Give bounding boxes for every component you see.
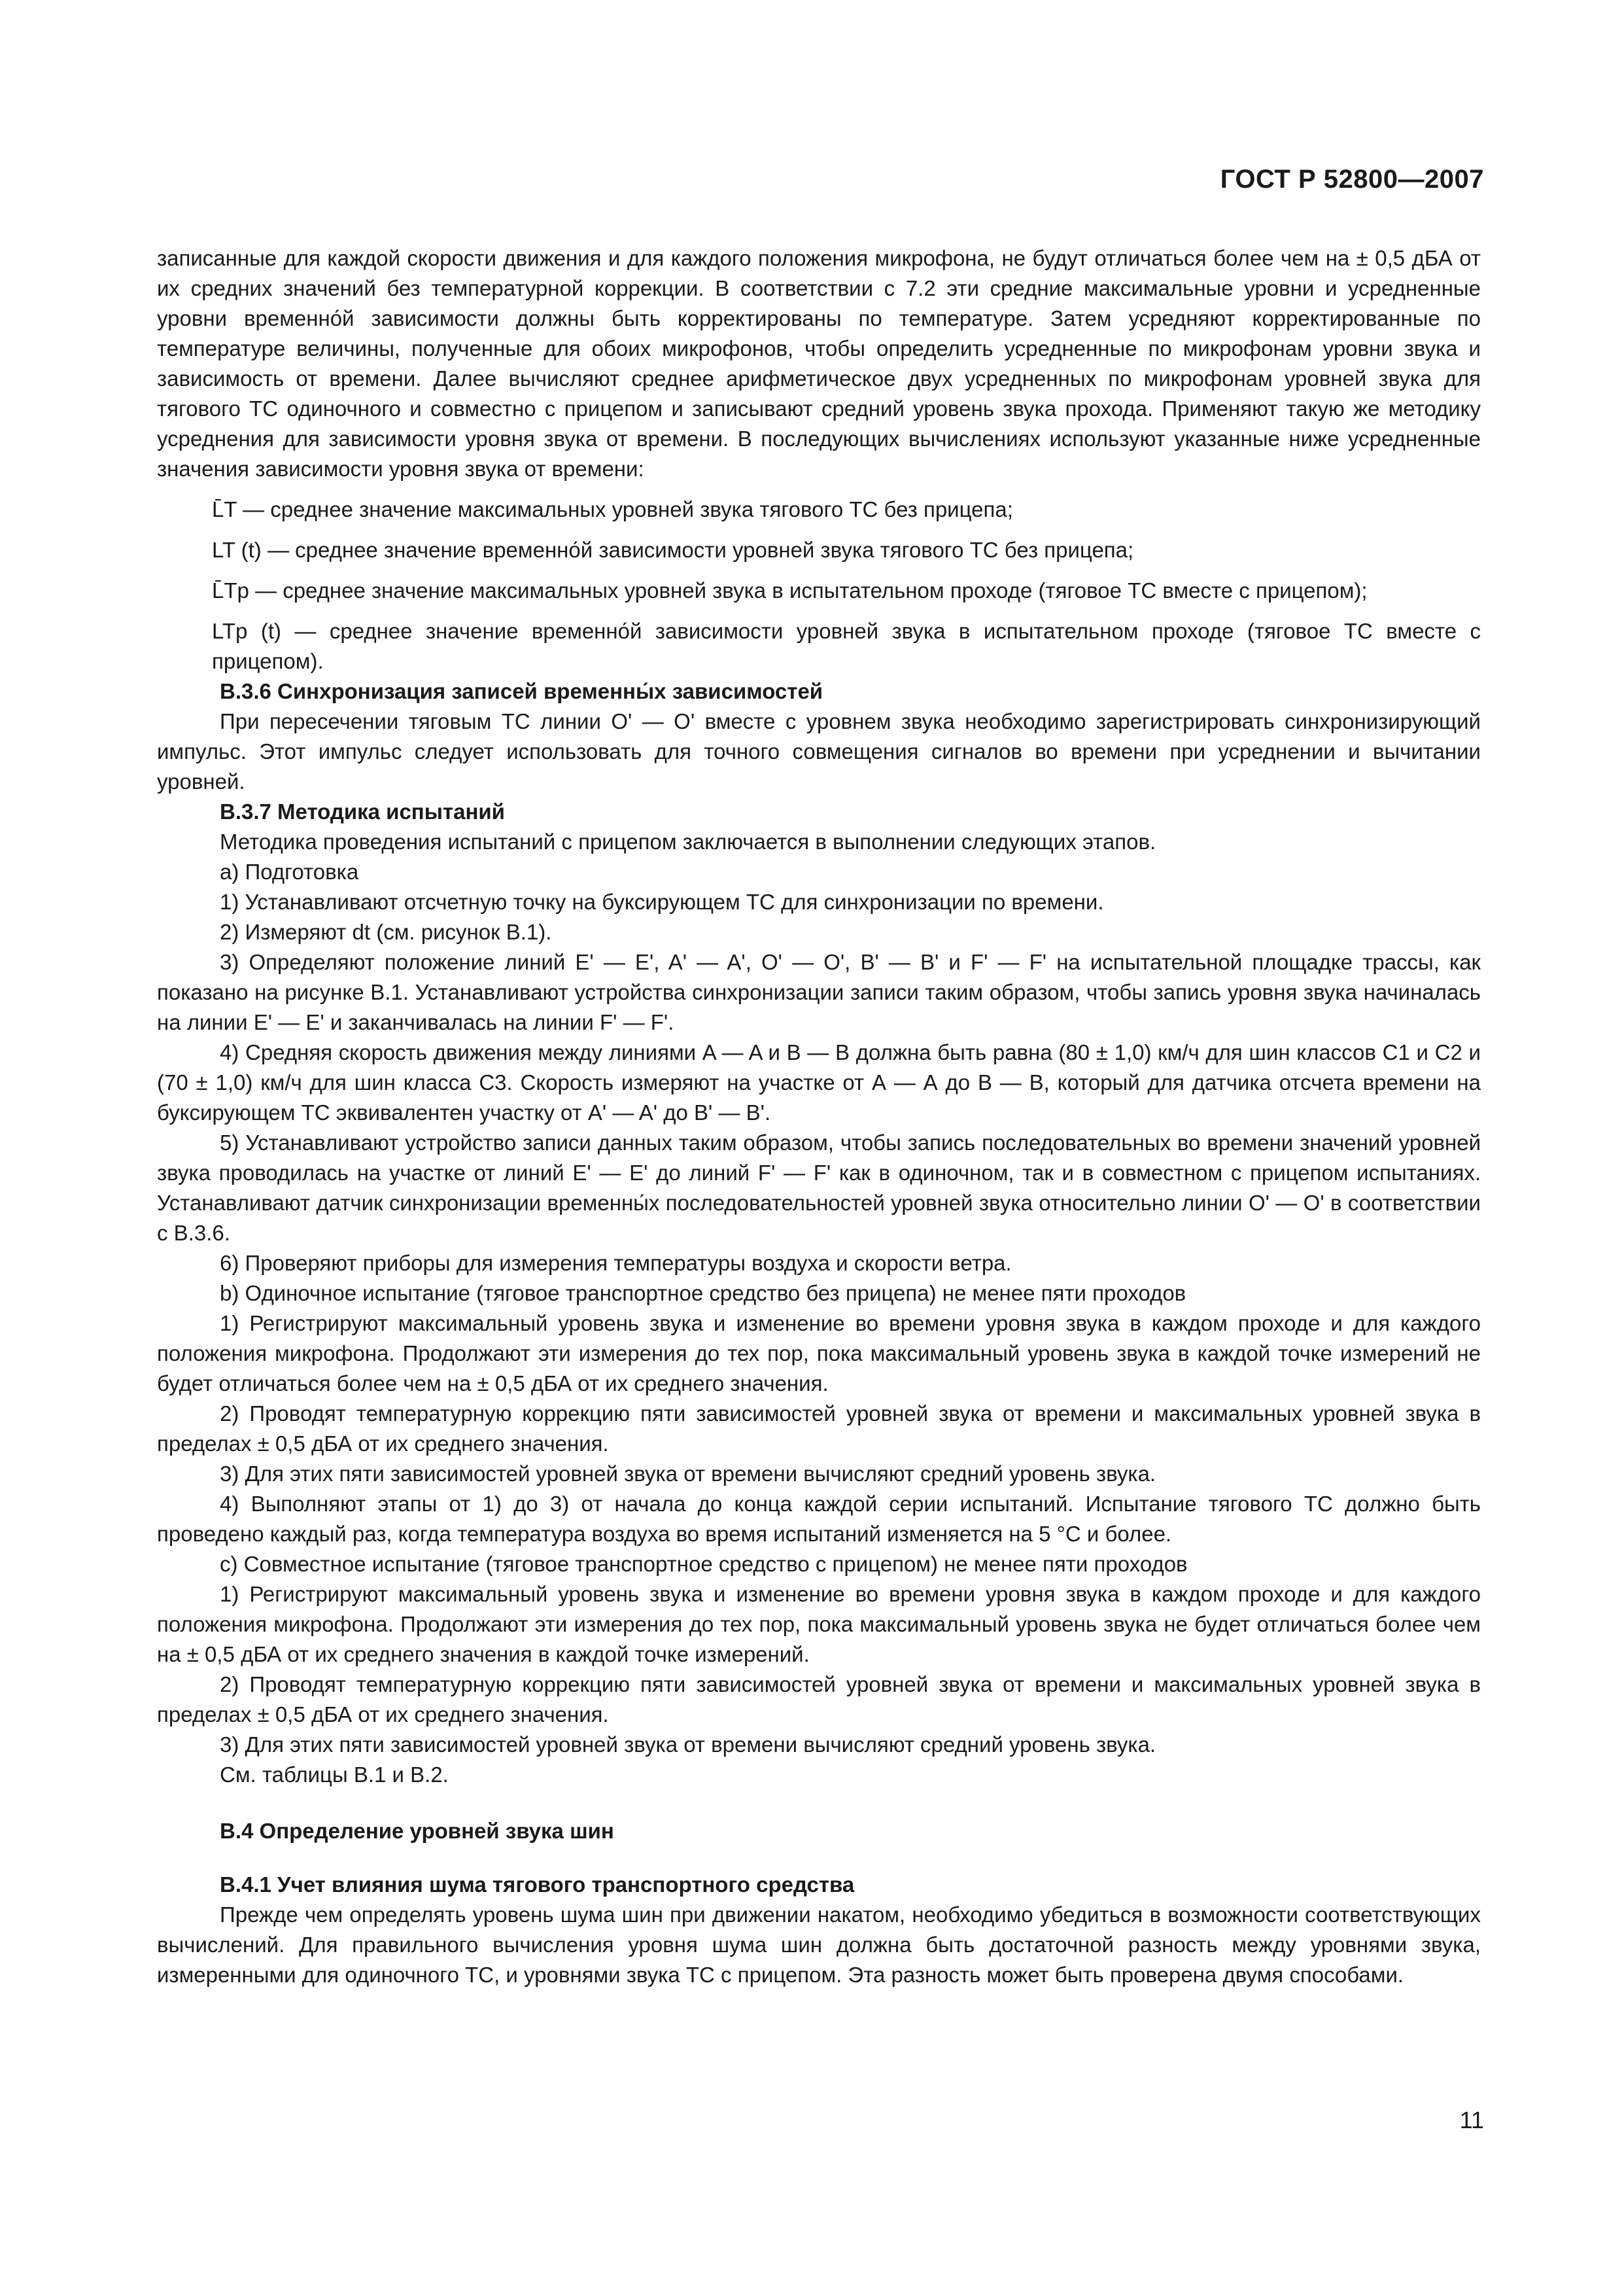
list-item-a1: 1) Устанавливают отсчетную точку на буксирующем ТС для синхронизации по времени. xyxy=(220,890,1104,914)
list-item-c2: 2) Проводят температурную коррекцию пяти зависимостей уровней звука от времени и максимальных уровней звука в пределах ± 0,5 дБА от их среднего значения. xyxy=(157,1672,1481,1726)
list-item-a5: 5) Устанавливают устройство записи данных таким образом, чтобы запись последовательных во времени значений уровней звука проводилась на участке от линий E' — E' до линий F' — F' как в одиночном, так и в совместном с прицепом испытаниях. Устанавливают датчик синхронизации временны́х последовательностей уровней звука относительно линии O' — O' в соответствии с В.3.6. xyxy=(157,1130,1481,1245)
list-item-a3: 3) Определяют положение линий E' — E', A' — A', O' — O', B' — B' и F' — F' на испытательной площадке трассы, как показано на рисунке В.1. Устанавливают устройства синхронизации записи таким образом, чтобы запись уровня звука начиналась на линии E' — E' и заканчивалась на линии F' — F'. xyxy=(157,950,1481,1034)
document-header: ГОСТ Р 52800—2007 xyxy=(1220,165,1484,194)
table-reference: См. таблицы В.1 и В.2. xyxy=(220,1762,449,1787)
section-heading-b36: В.3.6 Синхронизация записей временны́х зависимостей xyxy=(220,679,823,703)
list-item-b3: 3) Для этих пяти зависимостей уровней звука от времени вычисляют средний уровень звука. xyxy=(220,1462,1156,1486)
paragraph-intro: записанные для каждой скорости движения и для каждого положения микрофона, не будут отличаться более чем на ± 0,5 дБА от их средних значений без температурной коррекции. В соответствии с 7.2 эти средние максимальные уровни и усредненные уровни временно́й зависимости должны быть корректированы по температуре. Затем усредняют корректированные по температуре величины, полученные для обоих микрофонов, чтобы определить усредненные по микрофонам уровни звука и зависимость от времени. Далее вычисляют среднее арифметическое двух усредненных по микрофонам уровней звука для тягового ТС одиночного и совместно с прицепом и записывают средний уровень звука прохода. Применяют такую же методику усреднения для зависимости уровня звука от времени. В последующих вычислениях используют указанные ниже усредненные значения зависимости уровня звука от времени: xyxy=(157,246,1481,481)
list-item-c: с) Совместное испытание (тяговое транспортное средство с прицепом) не менее пяти проходов xyxy=(220,1552,1188,1576)
list-item-a4: 4) Средняя скорость движения между линиями A — A и B — B должна быть равна (80 ± 1,0) км/ч для шин классов С1 и С2 и (70 ± 1,0) км/ч для шин класса С3. Скорость измеряют на участке от А — А до В — В, который для датчика отсчета времени на буксирующем ТС эквивалентен участку от A' — A' до B' — B'. xyxy=(157,1040,1481,1125)
definition-ltp-max: L̄Tp — среднее значение максимальных уровней звука в испытательном проходе (тяговое ТС вместе с прицепом); xyxy=(212,578,1368,603)
paragraph-b37: Методика проведения испытаний с прицепом заключается в выполнении следующих этапов. xyxy=(220,830,1156,854)
definition-lt-time: LT (t) — среднее значение временно́й зависимости уровней звука тягового ТС без прицепа; xyxy=(212,538,1134,562)
list-item-b: b) Одиночное испытание (тяговое транспортное средство без прицепа) не менее пяти проходов xyxy=(220,1281,1186,1305)
list-item-a6: 6) Проверяют приборы для измерения температуры воздуха и скорости ветра. xyxy=(220,1251,1012,1275)
list-item-a2: 2) Измеряют dt (см. рисунок В.1). xyxy=(220,920,552,944)
list-item-b1: 1) Регистрируют максимальный уровень звука и изменение во времени уровня звука в каждом проходе и для каждого положения микрофона. Продолжают эти измерения до тех пор, пока максимальный уровень звука в каждой точке измерений не будет отличаться более чем на ± 0,5 дБА от их среднего значения. xyxy=(157,1311,1481,1395)
paragraph-b36: При пересечении тяговым ТС линии O' — O' вместе с уровнем звука необходимо зарегистрировать синхронизирующий импульс. Этот импульс следует использовать для точного совмещения сигналов во времени при усреднении и вычитании уровней. xyxy=(157,709,1481,794)
page-body xyxy=(157,243,1481,1990)
section-heading-b37: В.3.7 Методика испытаний xyxy=(220,799,505,824)
list-item-c3: 3) Для этих пяти зависимостей уровней звука от времени вычисляют средний уровень звука. xyxy=(220,1732,1156,1757)
list-item-a: а) Подготовка xyxy=(220,860,359,884)
definition-lt-max: L̄T — среднее значение максимальных уровней звука тягового ТС без прицепа; xyxy=(212,497,1013,521)
list-item-c1: 1) Регистрируют максимальный уровень звука и изменение во времени уровня звука в каждом проходе и для каждого положения микрофона. Продолжают эти измерения до тех пор, пока максимальный уровень звука не будет отличаться более чем на ± 0,5 дБА от их среднего значения в каждой точке измерений. xyxy=(157,1582,1481,1666)
paragraph-b41: Прежде чем определять уровень шума шин при движении накатом, необходимо убедиться в возможности соответствующих вычислений. Для правильного вычисления уровня шума шин должна быть достаточной разность между уровнями звука, измеренными для одиночного ТС, и уровнями звука ТС с прицепом. Эта разность может быть проверена двумя способами. xyxy=(157,1902,1481,1987)
list-item-b4: 4) Выполняют этапы от 1) до 3) от начала до конца каждой серии испытаний. Испытание тягового ТС должно быть проведено каждый раз, когда температура воздуха во время испытаний изменяется на 5 °С и более. xyxy=(157,1492,1481,1546)
section-heading-b41: В.4.1 Учет влияния шума тягового транспортного средства xyxy=(220,1872,855,1897)
page-number: 11 xyxy=(1459,2107,1484,2133)
list-item-b2: 2) Проводят температурную коррекцию пяти зависимостей уровней звука от времени и максимальных уровней звука в пределах ± 0,5 дБА от их среднего значения. xyxy=(157,1401,1481,1456)
section-heading-b4: В.4 Определение уровней звука шин xyxy=(220,1819,614,1843)
definition-ltp-time: LTp (t) — среднее значение временно́й зависимости уровней звука в испытательном проходе (тяговое ТС вместе с прицепом). xyxy=(212,619,1481,673)
